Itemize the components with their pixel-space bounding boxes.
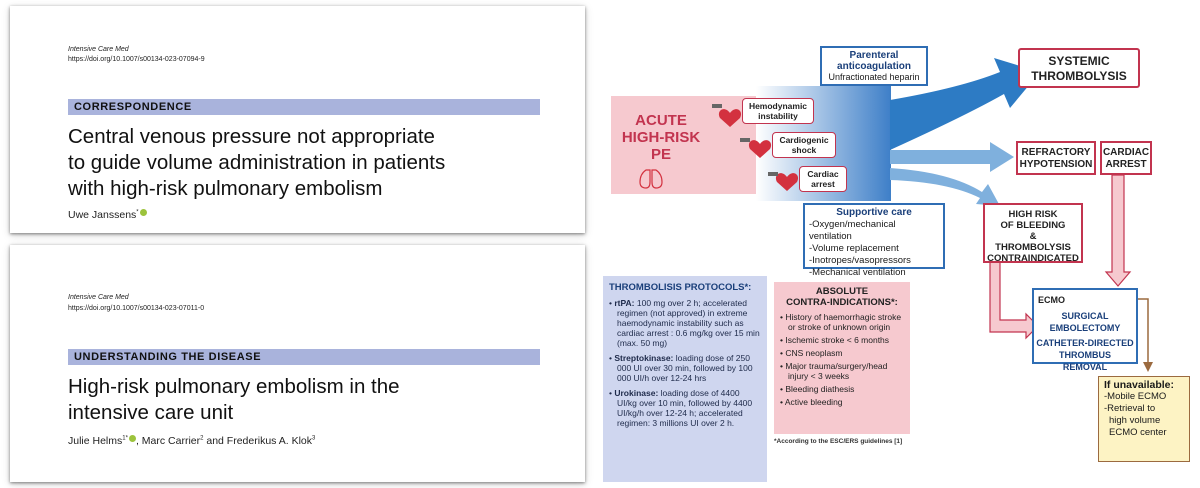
parenteral-box: [820, 46, 928, 86]
section-band: UNDERSTANDING THE DISEASE: [68, 349, 540, 365]
box-line: THROMBOLYSIS: [1031, 69, 1127, 83]
pill-line: instability: [758, 111, 798, 121]
panel-title: THROMBOLISIS PROTOCOLS*:: [609, 282, 752, 293]
panel-title: [780, 286, 904, 308]
supportive-item: -Oxygen/mechanical ventilation: [809, 219, 896, 242]
protocol-text: 100 mg over 2 h; accelerated regimen (not approved) in extreme haemodynamic instability such as cardiac arrest : 0.6 mg/kg over 15 min (max. 50 mg): [617, 298, 760, 348]
tap-icon: [740, 138, 750, 142]
ecmo-item: SURGICAL: [1061, 311, 1109, 321]
title-line: Central venous pressure not appropriate: [68, 125, 435, 148]
author-name[interactable]: Julie Helms: [68, 435, 123, 447]
title-line: High-risk pulmonary embolism in the: [68, 375, 400, 398]
contra-item: • Major trauma/surgery/head injury < 3 weeks: [780, 361, 888, 381]
arrow-head-unavailable: [1143, 362, 1153, 372]
cardiac-arrest-box: [1100, 141, 1152, 175]
unavailable-item: ECMO center: [1109, 427, 1167, 438]
protocol-text: loading dose of 250 000 UI over 30 min, followed by 100 000 UI/h over 12-24 hrs: [617, 353, 753, 383]
supportive-box: [803, 203, 945, 278]
supportive-item: -Volume replacement: [809, 243, 899, 254]
ecmo-item: CATHETER-DIRECTED: [1036, 338, 1134, 348]
box-sub: Unfractionated heparin: [828, 72, 920, 82]
hemodynamic-pill: [742, 98, 814, 124]
unavailable-box: [1098, 376, 1190, 462]
pill-line: Hemodynamic: [748, 101, 808, 111]
pill-line: Cardiac: [807, 169, 839, 179]
pill-line: shock: [791, 145, 817, 155]
thrombolysis-protocols-panel: [603, 276, 767, 482]
author-sup: 1*: [122, 435, 128, 442]
acute-line: HIGH-RISK: [621, 129, 701, 146]
author-sup: *: [136, 209, 139, 216]
arrow-refractory-to-ecmo: [1106, 175, 1130, 286]
contra-text: CNS neoplasm: [785, 348, 843, 358]
ecmo-item: THROMBUS REMOVAL: [1059, 350, 1111, 372]
box-title: If unavailable:: [1104, 379, 1175, 391]
supportive-item: -Mechanical ventilation: [809, 267, 906, 278]
supportive-item: -Inotropes/vasopressors: [809, 255, 911, 266]
contra-text: Major trauma/surgery/head injury < 3 weeks: [785, 361, 888, 381]
box-title: Supportive care: [836, 207, 912, 218]
footnote: *According to the ESC/ERS guidelines [1]: [774, 438, 903, 445]
box-line: OF BLEEDING: [1000, 220, 1066, 231]
acute-line: PE: [650, 146, 671, 163]
box-line: CARDIAC: [1102, 147, 1150, 158]
box-title: anticoagulation: [837, 61, 911, 72]
contra-item: • Bleeding diathesis: [780, 384, 855, 394]
protocol-name: rtPA:: [614, 298, 635, 308]
doi-link[interactable]: https://doi.org/10.1007/s00134-023-07011-0: [68, 305, 205, 312]
unavailable-item: -Mobile ECMO: [1104, 391, 1167, 402]
box-line: &: [1029, 231, 1037, 242]
protocol-text: loading dose of 4400 UI/kg over 10 min, followed by 4400 UI/kg/h over 12-24 h; accelerated regimen: 3 millions UI over 2 h.: [617, 388, 753, 428]
systemic-thrombolysis-box: [1018, 48, 1140, 88]
author-sup: 2: [200, 435, 204, 442]
refractory-box: [1016, 141, 1096, 175]
box-line: SYSTEMIC: [1048, 54, 1110, 68]
protocol-name: Streptokinase:: [614, 353, 674, 363]
title-line: to guide volume administration in patients: [68, 151, 446, 174]
arrow-high-risk-to-ecmo: [990, 262, 1038, 338]
box-title: Parenteral: [849, 50, 899, 61]
contra-text: History of haemorrhagic stroke or stroke of unknown origin: [785, 312, 902, 332]
box-line: HIGH RISK: [1008, 209, 1058, 220]
journal-name: Intensive Care Med: [68, 294, 129, 301]
cardiac-arrest-pill: [799, 166, 847, 192]
title-line: with high-risk pulmonary embolism: [68, 177, 383, 200]
arrow-to-refractory: [890, 142, 1014, 172]
pill-line: Cardiogenic: [779, 135, 829, 145]
box-line: REFRACTORY: [1021, 147, 1091, 158]
title-line: ABSOLUTE: [815, 286, 869, 297]
protocol-item: • Urokinase: loading dose of 4400 UI/kg over 10 min, followed by 4400 UI/kg/h over 12-24 h; accelerated regimen: 3 millions UI over 2 h.: [609, 388, 753, 428]
contra-item: • History of haemorrhagic stroke or stroke of unknown origin: [780, 312, 902, 332]
acute-line: ACUTE: [635, 112, 687, 129]
journal-name: Intensive Care Med: [68, 46, 129, 53]
contra-text: Ischemic stroke < 6 months: [785, 335, 890, 345]
contra-item: • CNS neoplasm: [780, 348, 843, 358]
high-risk-bleeding-box: [983, 203, 1083, 263]
arrow-to-high-risk: [890, 168, 1000, 206]
title-line: intensive care unit: [68, 401, 234, 424]
box-line: THROMBOLYSIS: [995, 242, 1071, 253]
unavailable-item: -Retrieval to: [1104, 403, 1156, 414]
contra-item: • Ischemic stroke < 6 months: [780, 335, 890, 345]
doi-link[interactable]: https://doi.org/10.1007/s00134-023-07094-9: [68, 56, 205, 63]
author-name[interactable]: and Frederikus A. Klok: [203, 435, 313, 447]
protocol-item: • Streptokinase: loading dose of 250 000 UI over 30 min, followed by 100 000 UI/h over 12-24 hrs: [609, 353, 753, 383]
cardiogenic-pill: [772, 132, 836, 158]
contra-text: Active bleeding: [784, 397, 843, 407]
author-name[interactable]: Uwe Janssens: [68, 209, 137, 221]
pill-line: arrest: [811, 179, 835, 189]
box-line: ARREST: [1105, 159, 1147, 170]
contra-item: • Active bleeding: [780, 397, 843, 407]
contraindications-panel: [774, 282, 910, 434]
tap-icon: [768, 172, 778, 176]
section-band: CORRESPONDENCE: [68, 99, 540, 115]
tap-icon: [712, 104, 722, 108]
protocol-name: Urokinase:: [614, 388, 659, 398]
protocol-item: • rtPA: 100 mg over 2 h; accelerated regimen (not approved) in extreme haemodynamic instability such as cardiac arrest : 0.6 mg/kg over 15 min (max. 50 mg): [609, 298, 760, 348]
unavailable-item: high volume: [1109, 415, 1161, 426]
box-line: CONTRAINDICATED: [987, 253, 1079, 264]
ecmo-box: [1032, 288, 1138, 372]
author-sup: 3: [312, 435, 316, 442]
ecmo-label: ECMO: [1038, 295, 1065, 305]
box-line: HYPOTENSION: [1019, 159, 1093, 170]
ecmo-item: EMBOLECTOMY: [1049, 323, 1121, 333]
title-line: CONTRA-INDICATIONS*:: [786, 297, 898, 308]
contra-text: Bleeding diathesis: [785, 384, 855, 394]
author-name[interactable]: , Marc Carrier: [135, 435, 201, 447]
acute-pe-label: [616, 112, 706, 163]
